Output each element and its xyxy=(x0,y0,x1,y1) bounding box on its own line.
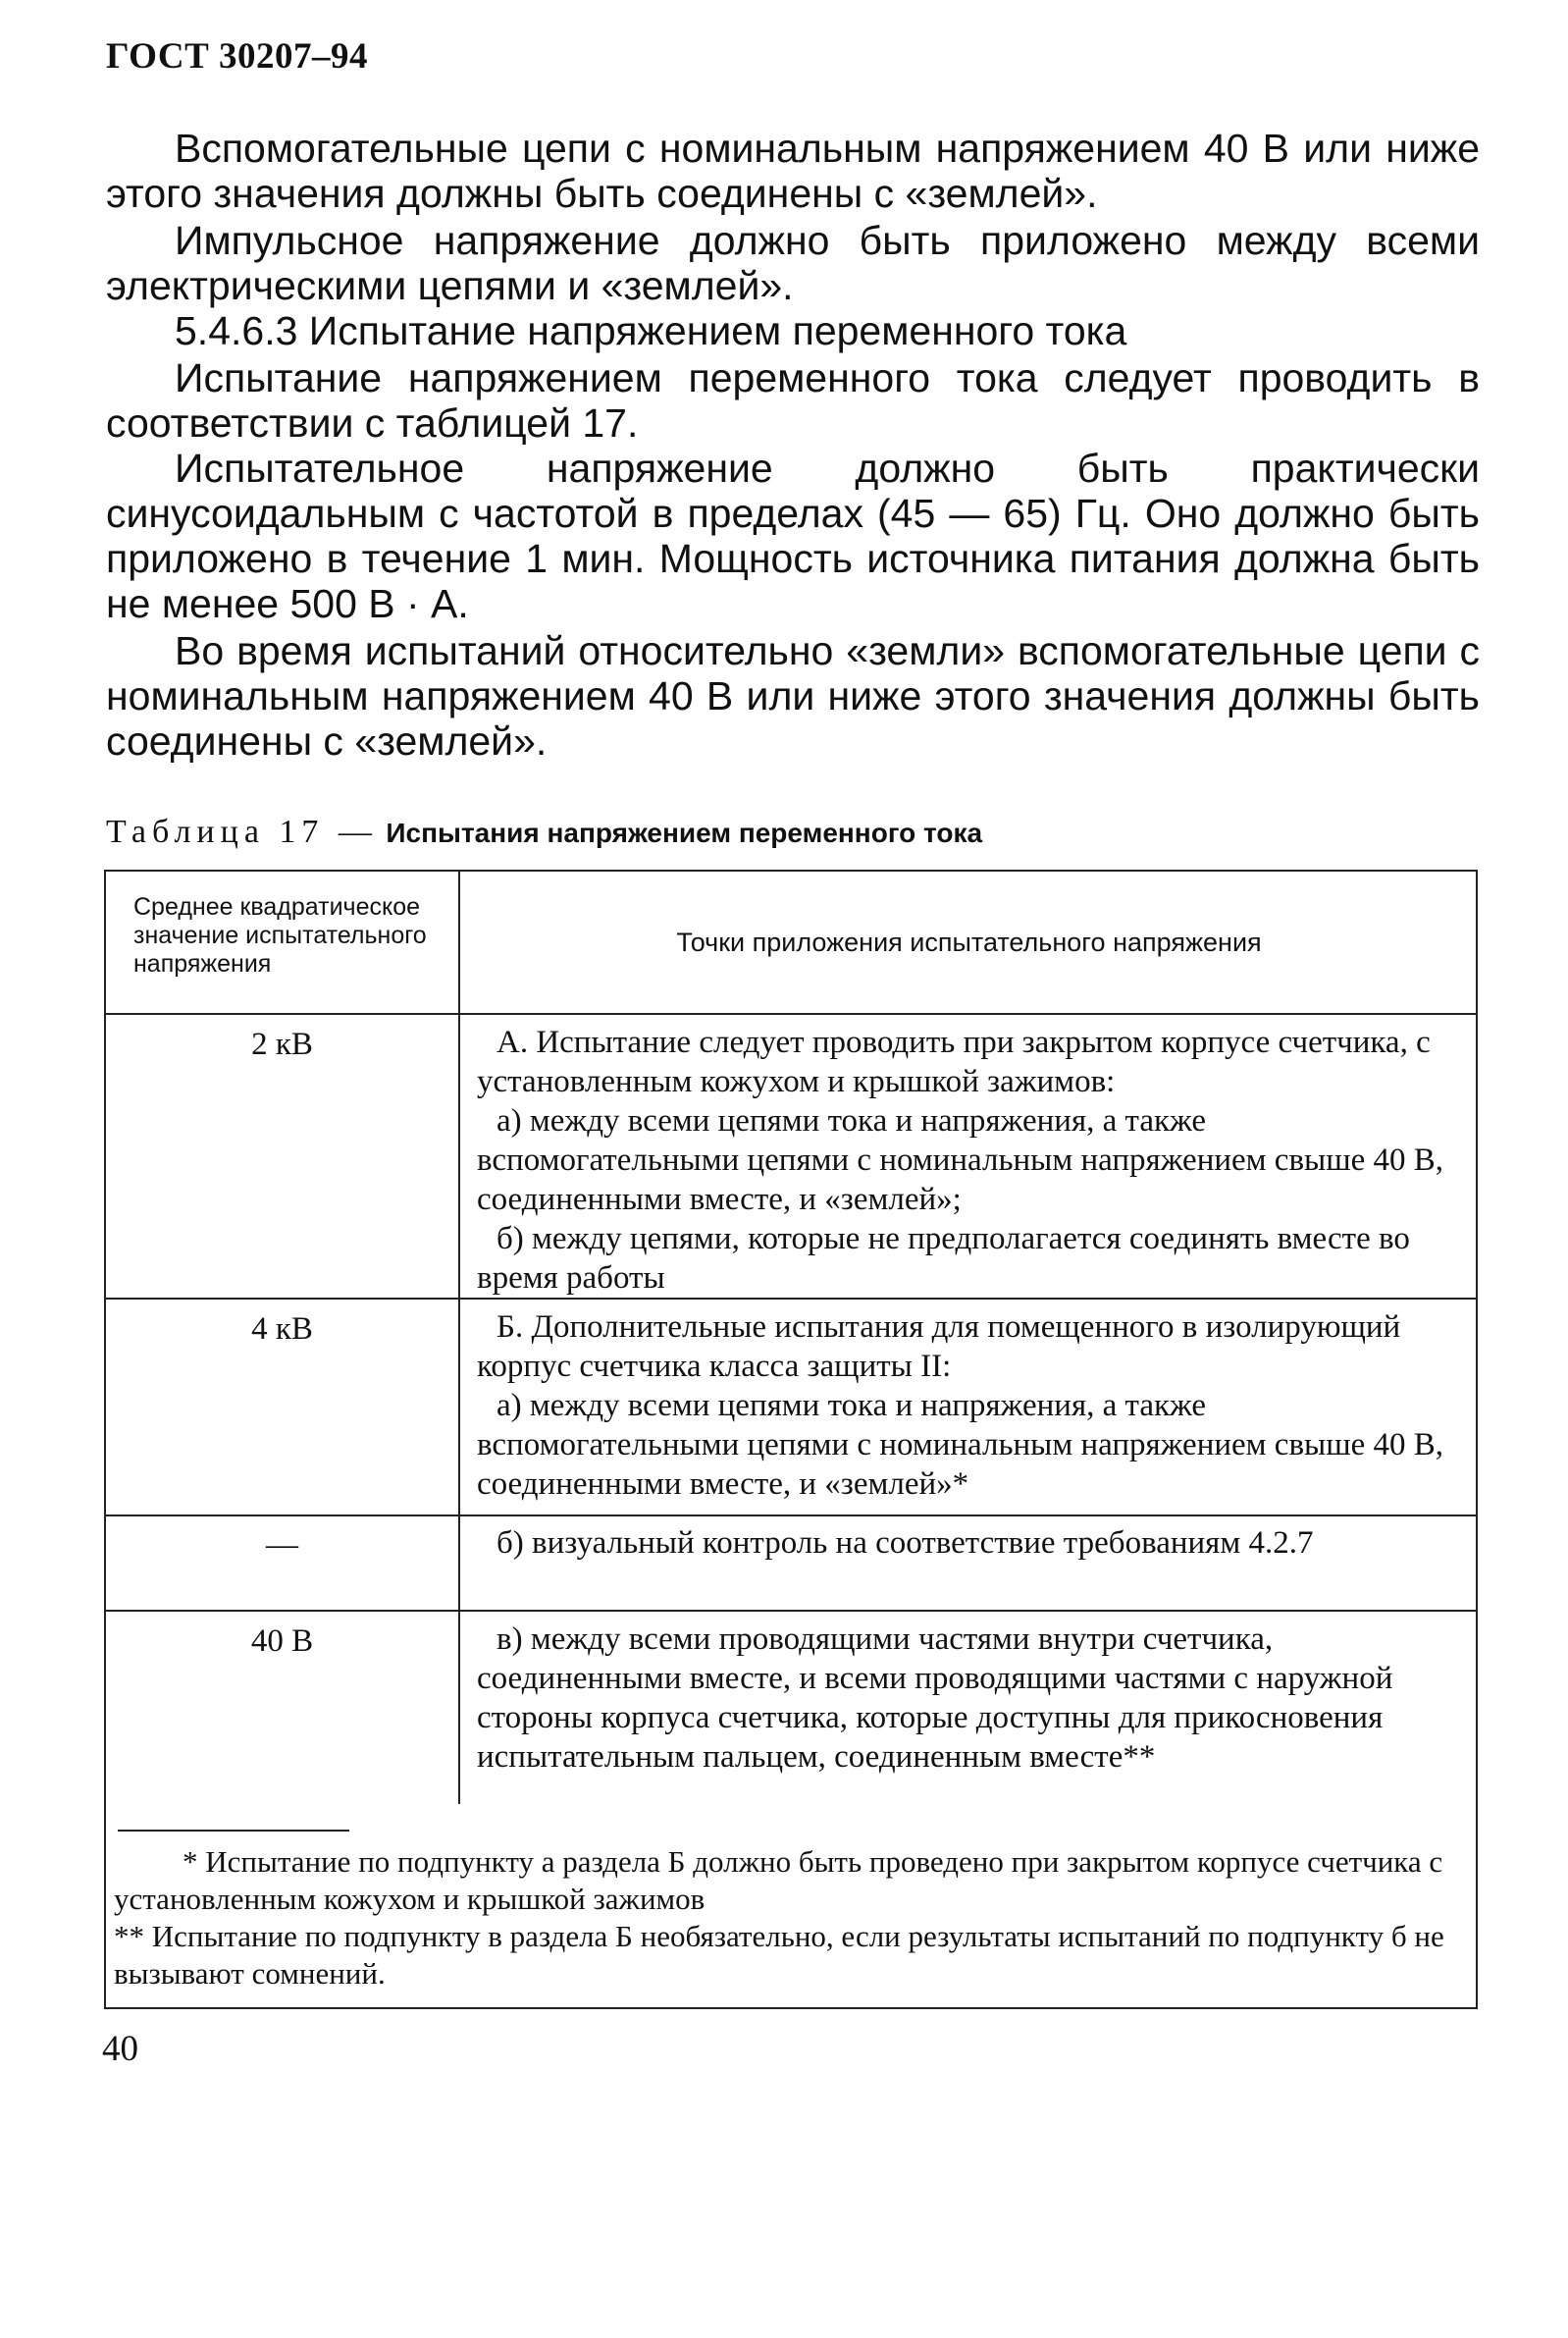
table-row-divider xyxy=(106,1514,1476,1516)
footnote-1: * Испытание по подпункту а раздела Б должно быть проведено при закрытом корпусе счетчика с установленным кожухом и крышкой зажимов xyxy=(114,1844,1443,1916)
table-row-description: б) визуальный контроль на соответствие требованиям 4.2.7 xyxy=(497,1525,1314,1561)
table-row-divider xyxy=(106,1298,1476,1300)
paragraph-1: Вспомогательные цепи с номинальным напряжением 40 В или ниже этого значения должны быть соединены с «землей». xyxy=(106,126,1480,216)
table-row-description: в) между всеми проводящими частями внутри счетчика, соединенными вместе, и всеми проводящими частями с наружной стороны корпуса счетчика, которые доступны для прикосновения испытательным пальцем, соединенным вместе** xyxy=(477,1621,1393,1775)
section-heading: 5.4.6.3 Испытание напряжением переменного тока xyxy=(175,308,1127,353)
paragraph-4: Испытание напряжением переменного тока следует проводить в соответствии с таблицей 17. xyxy=(106,355,1480,446)
table-row-description: Б. Дополнительные испытания для помещенного в изолирующий корпус счетчика класса защиты II: а) между всеми цепями тока и напряжения, а также вспомогательными цепями с номинальным напряжением свыше 40 В, соединенными вместе, и «землей»* xyxy=(477,1309,1444,1502)
table-caption-label: Таблица 17 — xyxy=(106,814,378,850)
data-table xyxy=(104,870,1478,2009)
column-header-points: Точки приложения испытательного напряжения xyxy=(676,928,1262,957)
table-row-divider xyxy=(106,1013,1476,1015)
footnote-separator xyxy=(118,1830,349,1832)
paragraph-6: Во время испытаний относительно «земли» вспомогательные цепи с номинальным напряжением 40 В или ниже этого значения должны быть соединены с «землей». xyxy=(106,628,1480,764)
table-row-divider xyxy=(106,1610,1476,1612)
table-footnotes xyxy=(114,1843,1472,1993)
table-row-value: 2 кВ xyxy=(251,1027,313,1062)
table-caption-title: Испытания напряжением переменного тока xyxy=(386,818,983,848)
table-row-value: 4 кВ xyxy=(251,1311,313,1347)
paragraph-5: Испытательное напряжение должно быть практически синусоидальным с частотой в пределах (45 — 65) Гц. Оно должно быть приложено в течение 1 мин. Мощность источника питания должна быть не менее 500 В · А. xyxy=(106,446,1480,626)
table-column-divider xyxy=(458,872,460,1804)
table-row-value: — xyxy=(266,1527,298,1563)
table-row-value: 40 В xyxy=(250,1623,314,1659)
column-header-voltage: Среднее квадратическое значение испытательного напряжения xyxy=(133,893,427,978)
table-row-description: А. Испытание следует проводить при закрытом корпусе счетчика, с установленным кожухом и крышкой зажимов: а) между всеми цепями тока и напряжения, а также вспомогательными цепями с номинальным напряжением свыше 40 В, соединенными вместе, и «землей»; б) между цепями, которые не предполагается соединять вместе во время работы xyxy=(477,1025,1444,1296)
footnote-2: ** Испытание по подпункту в раздела Б необязательно, если результаты испытаний по подпункту б не вызывают сомнений. xyxy=(114,1919,1444,1991)
table-caption xyxy=(106,814,982,851)
paragraph-2: Импульсное напряжение должно быть приложено между всеми электрическими цепями и «землей». xyxy=(106,218,1480,308)
page-header: ГОСТ 30207–94 xyxy=(106,36,368,77)
page-number: 40 xyxy=(102,2029,138,2069)
